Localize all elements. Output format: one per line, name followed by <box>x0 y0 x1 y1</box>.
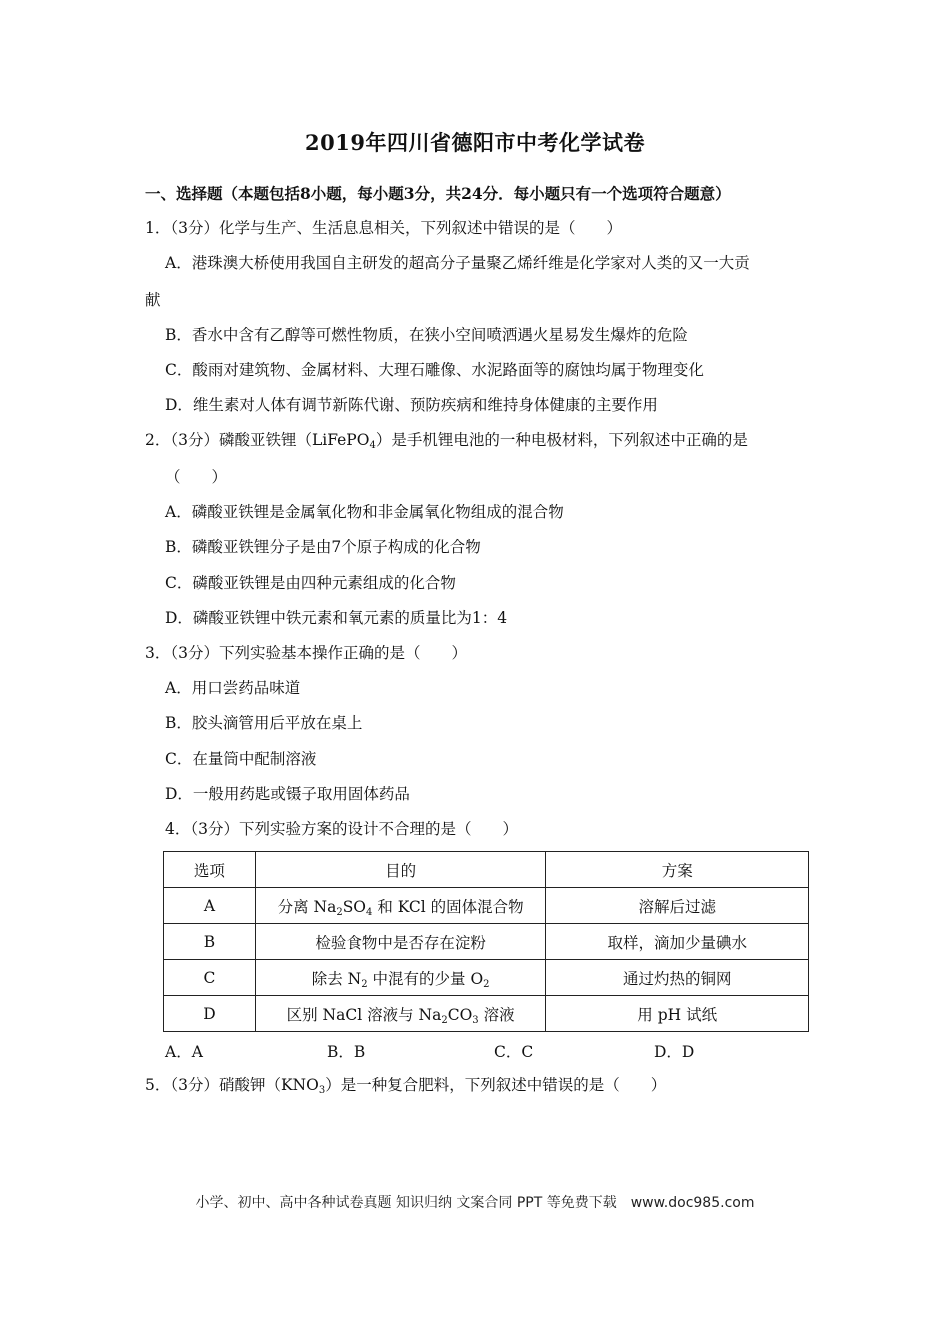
table-cell-plan: 通过灼热的铜网 <box>546 960 809 996</box>
table-cell-option: B <box>164 924 256 960</box>
experiment-table <box>163 851 809 1032</box>
page-title: 2019年四川省德阳市中考化学试卷 <box>305 130 645 155</box>
question-3-option-c: C．在量筒中配制溶液 <box>165 750 317 768</box>
question-4-answer-a: A．A <box>165 1043 203 1061</box>
question-5-stem-pre: 5．（3分）硝酸钾（KNO <box>145 1076 319 1094</box>
question-4-answer-d: D．D <box>654 1043 695 1061</box>
question-5-stem <box>145 1075 666 1095</box>
question-3-stem: 3．（3分）下列实验基本操作正确的是（ ） <box>145 644 467 662</box>
question-3-option-a: A．用口尝药品味道 <box>165 679 301 697</box>
table-header-plan: 方案 <box>546 852 809 888</box>
question-1-option-a-continued: 献 <box>145 291 161 309</box>
table-row <box>164 924 809 960</box>
question-5-stem-sub: 3 <box>318 1085 326 1096</box>
question-1-option-b: B．香水中含有乙醇等可燃性物质，在狭小空间喷洒遇火星易发生爆炸的危险 <box>165 326 688 344</box>
question-2-option-a: A．磷酸亚铁锂是金属氧化物和非金属氧化物组成的混合物 <box>165 503 564 521</box>
question-1-option-c: C．酸雨对建筑物、金属材料、大理石雕像、水泥路面等的腐蚀均属于物理变化 <box>165 361 704 379</box>
question-3-option-b: B．胶头滴管用后平放在桌上 <box>165 714 363 732</box>
table-cell-plan: 取样，滴加少量碘水 <box>546 924 809 960</box>
table-cell-option: A <box>164 888 256 924</box>
question-2-stem-post: ）是手机锂电池的一种电极材料，下列叙述中正确的是 <box>375 431 748 449</box>
page-footer: 小学、初中、高中各种试卷真题 知识归纳 文案合同 PPT 等免费下载 www.doc985.com <box>195 1195 755 1211</box>
table-cell-plan: 溶解后过滤 <box>546 888 809 924</box>
question-2-option-c: C．磷酸亚铁锂是由四种元素组成的化合物 <box>165 574 456 592</box>
question-4-stem: 4．（3分）下列实验方案的设计不合理的是（ ） <box>165 820 518 838</box>
question-2-option-d: D．磷酸亚铁锂中铁元素和氧元素的质量比为1：4 <box>165 609 508 627</box>
table-cell-purpose: 分离 $Na_2SO_4$ 和 KCl 的固体混合物 <box>255 888 546 924</box>
table-cell-option: D <box>164 996 256 1032</box>
section-heading: 一、选择题（本题包括8小题，每小题3分，共24分．每小题只有一个选项符合题意） <box>145 184 731 203</box>
table-cell-purpose: 除去 $N_2$ 中混有的少量 $O_2$ <box>255 960 546 996</box>
question-4-answer-options <box>165 1040 725 1060</box>
question-5-stem-post: ）是一种复合肥料，下列叙述中错误的是（ ） <box>325 1076 667 1094</box>
question-1-option-a: A．港珠澳大桥使用我国自主研发的超高分子量聚乙烯纤维是化学家对人类的又一大贡 <box>165 254 750 272</box>
table-cell-purpose: 区别 NaCl 溶液与 $Na_2CO_3$ 溶液 <box>255 996 546 1032</box>
question-2-stem <box>145 430 748 450</box>
question-4-answer-c: C．C <box>494 1043 534 1061</box>
table-cell-purpose: 检验食物中是否存在淀粉 <box>255 924 546 960</box>
question-2-stem-sub: 4 <box>369 440 376 451</box>
table-header-option: 选项 <box>164 852 256 888</box>
table-row <box>164 960 809 996</box>
question-2-option-b: B．磷酸亚铁锂分子是由7个原子构成的化合物 <box>165 538 481 556</box>
question-4-answer-b: B．B <box>327 1043 366 1061</box>
question-3-option-d: D．一般用药匙或镊子取用固体药品 <box>165 785 410 803</box>
table-row <box>164 888 809 924</box>
question-1-option-d: D．维生素对人体有调节新陈代谢、预防疾病和维持身体健康的主要作用 <box>165 396 658 414</box>
question-1-stem: 1．（3分）化学与生产、生活息息相关，下列叙述中错误的是（ ） <box>145 219 622 237</box>
table-row <box>164 996 809 1032</box>
table-header-purpose: 目的 <box>255 852 546 888</box>
table-cell-plan: 用 pH 试纸 <box>546 996 809 1032</box>
question-2-stem-line2: （ ） <box>165 468 228 486</box>
table-cell-option: C <box>164 960 256 996</box>
table-header-row <box>164 852 809 888</box>
question-2-stem-pre: 2．（3分）磷酸亚铁锂（LiFePO <box>145 431 370 449</box>
